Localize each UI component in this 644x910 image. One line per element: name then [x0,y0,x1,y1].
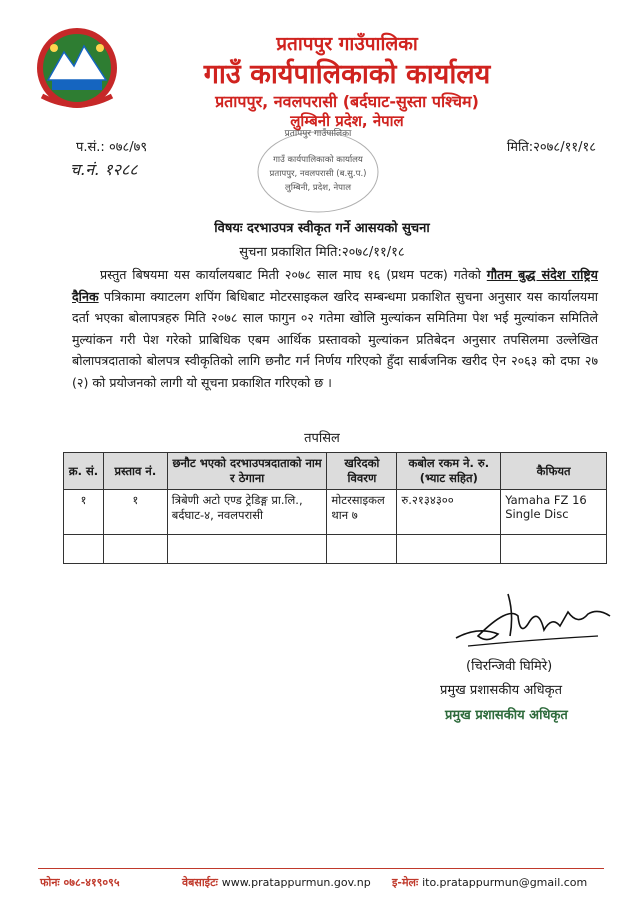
header-bidder: छनौट भएको दरभाउपत्रदाताको नाम र ठेगाना [167,453,327,490]
notice-subject: विषयः दरभाउपत्र स्वीकृत गर्ने आसयको सुचना [214,221,430,236]
header-office: गाउँ कार्यपालिकाको कार्यालय [203,59,491,90]
notice-published-date: सुचना प्रकाशित मिति:२०७८/११/१८ [239,245,405,260]
cell-proposal: १ [103,490,167,535]
bid-table [63,452,607,564]
notice-body [72,264,598,393]
table-row [64,490,607,535]
header-municipality: प्रतापपुर गाउँपालिका [276,33,418,55]
handwritten-signature [448,586,618,654]
letter-date: मिति:२०७८/११/१८ [506,140,596,155]
header-amount: कबोल रकम ने. रु. (भ्याट सहित) [397,453,501,490]
email-label: इ-मेलः [392,876,419,889]
phone-value: ०७८-४१९०९५ [63,876,120,889]
table-title: तपसिल [304,431,340,446]
cell-bidder: त्रिबेणी अटो एण्ड ट्रेडिङ्ग प्रा.लि., बर्दघाट-४, नवलपरासी [167,490,327,535]
stamp-line-4: लुम्बिनी, प्रदेश, नेपाल [285,183,351,193]
phone-label: फोनः [40,876,60,889]
signatory-name: (चिरन्जिवी घिमिरे) [466,659,553,674]
table-header-row [64,453,607,490]
cell-item: मोटरसाइकल थान ७ [327,490,397,535]
email-link[interactable]: ito.pratappurmun@gmail.com [422,876,588,889]
cell-amount: रु.२१३४३०० [397,490,501,535]
stamp-line-1: प्रतापपुर गाउँपालिका [284,129,352,139]
header-proposal: प्रस्ताव नं. [103,453,167,490]
header-province: लुम्बिनी प्रदेश, नेपाल [290,112,404,130]
empty-cell [327,535,397,564]
footer-website [182,875,371,890]
dispatch-number-handwritten: च.नं. १२८८ [70,160,138,179]
stamp-line-2: गाउँ कार्यपालिकाको कार्यालय [273,155,363,165]
body-intro: प्रस्तुत बिषयमा यस कार्यालयबाट मिती २०७८ साल माघ १६ (प्रथम पटक) गतेको [100,267,487,282]
office-stamp [248,122,388,217]
reference-number: प.सं.: ०७८/७९ [76,140,148,155]
footer-email [392,875,587,890]
website-label: वेबसाईटः [182,876,218,889]
empty-cell [64,535,104,564]
empty-cell [167,535,327,564]
header-remarks: कैफियत [501,453,607,490]
header-sn: क्र. सं. [64,453,104,490]
signatory-title: प्रमुख प्रशासकीय अधिकृत [440,683,563,698]
empty-cell [501,535,607,564]
signatory-stamp: प्रमुख प्रशासकीय अधिकृत [445,708,568,723]
empty-cell [103,535,167,564]
website-link[interactable]: www.pratappurmun.gov.np [221,876,371,889]
footer-divider [38,868,604,869]
cell-sn: १ [64,490,104,535]
header-address: प्रतापपुर, नवलपरासी (बर्दघाट-सुस्ता पश्चिम) [215,92,479,111]
header-item: खरिदको विवरण [327,453,397,490]
empty-cell [397,535,501,564]
stamp-line-3: प्रतापपुर, नवलपरासी (ब.सु.प.) [269,169,367,179]
cell-remarks: Yamaha FZ 16 Single Disc [501,490,607,535]
table-row-empty [64,535,607,564]
footer-phone [40,875,120,890]
newspaper-name: गौतम बुद्ध संदेश राष्ट्रिय दैनिक [72,267,598,304]
body-rest: पत्रिकामा क्याटलग शपिंग बिधिबाट मोटरसाइकल खरिद सम्बन्धमा प्रकाशित सुचना अनुसार यस कार्यालयमा दर्ता भएका बोलापत्रहरु मिति २०७८ साल फागुन ०२ गतेमा खोलि मुल्यांकन समितिमा पेश भई मुल्यांकन समितिले मुल्यांकन गरी पेश गरेको प्राबिधिक एबम आर्थिक प्रस्तावको मुल्यांकन प्रतिबेदन अनुसार तपसिलमा उल्लेखित बोलापत्रदाताको बोलपत्र स्वीकृतिको लागि छनौट गर्न निर्णय गरिएको हुँदा सार्बजनिक खरीद ऐन २०६३ को दफा २७ (२) को प्रयोजनको लागी यो सूचना प्रकाशित गरिएको छ । [72,288,599,390]
